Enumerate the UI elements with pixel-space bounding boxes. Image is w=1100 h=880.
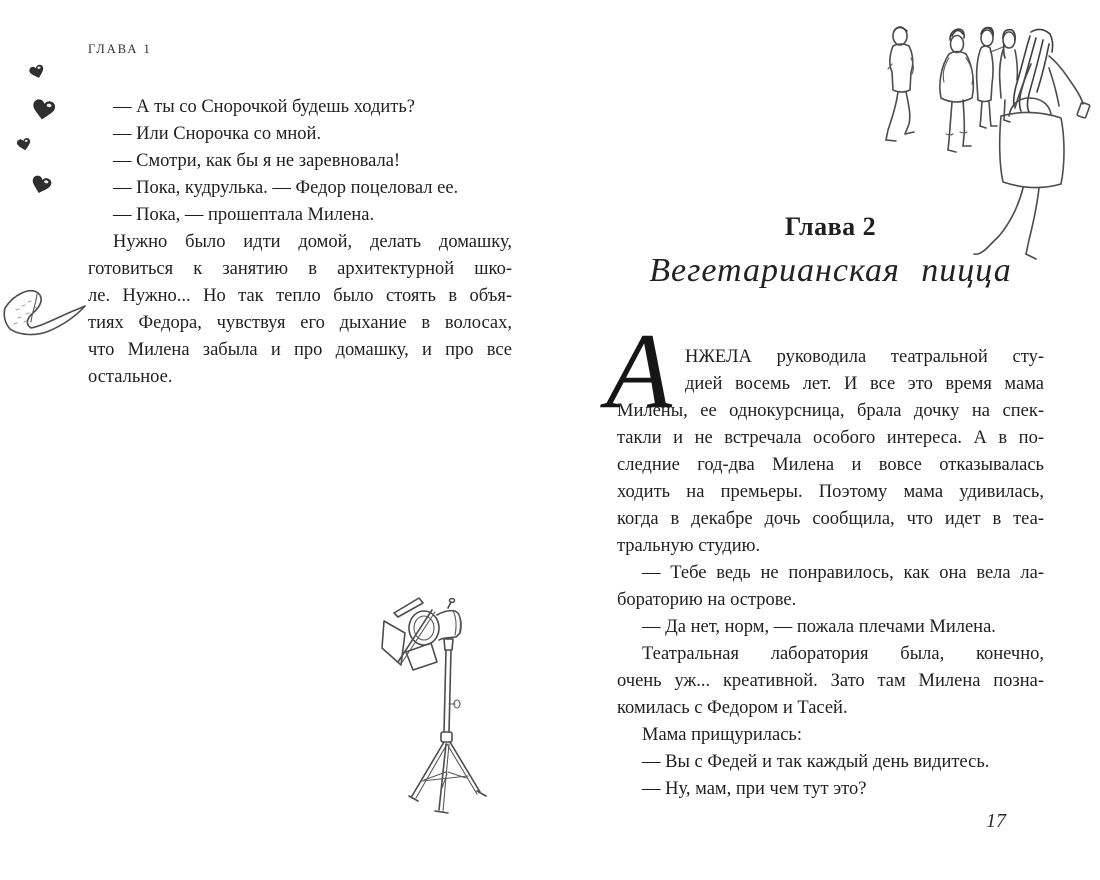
drop-cap: А [606, 312, 672, 431]
left-page-text [88, 94, 512, 391]
paragraph [88, 175, 512, 202]
text-line: — Пока, — прошептала Милена. [113, 205, 375, 225]
paragraph [88, 94, 512, 121]
paragraph [88, 202, 512, 229]
text-line: Театральная лаборатория была, конечно, [642, 644, 1044, 664]
text-line: — Да нет, норм, — пожала плечами Милена. [642, 617, 996, 637]
paragraph [617, 776, 1044, 803]
text-line: НЖЕЛА руководила театральной сту- [685, 347, 1044, 367]
paragraph [88, 148, 512, 175]
studio-spotlight-sketch [360, 582, 545, 844]
paragraph [88, 229, 512, 391]
text-line: тральную студию. [617, 536, 761, 556]
text-line: дией восемь лет. И все это время мама [685, 374, 1044, 394]
text-line: что Милена забыла и про домашку, и про все [88, 340, 512, 360]
right-page-text [617, 344, 1044, 803]
running-header: ГЛАВА 1 [88, 42, 152, 56]
text-line: такли и не встречала особого интереса. А в по- [617, 428, 1044, 448]
paragraph [617, 344, 1044, 560]
text-line: — Тебе ведь не понравилось, как она вела ла- [642, 563, 1044, 583]
paragraph [617, 614, 1044, 641]
text-line: бораторию на острове. [617, 590, 797, 610]
hearts-doodle [14, 62, 78, 212]
text-line: очень уж... креативной. Зато там Милена позна- [617, 671, 1044, 691]
text-line: остальное. [88, 367, 173, 387]
text-line: готовиться к занятию в архитектурной шко- [88, 259, 512, 279]
paper-note-sketch [0, 272, 92, 342]
text-line: когда в декабре дочь сообщила, что идет в теа- [617, 509, 1044, 529]
text-line: Нужно было идти домой, делать домашку, [113, 232, 512, 252]
paragraph [88, 121, 512, 148]
text-line: — Смотри, как бы я не заревновала! [113, 151, 401, 171]
text-line: — Пока, кудрулька. — Федор поцеловал ее. [113, 178, 459, 198]
text-line: — Ну, мам, при чем тут это? [642, 779, 867, 799]
paragraph [617, 749, 1044, 776]
paragraph [617, 641, 1044, 722]
text-line: ле. Нужно... Но так тепло было стоять в объя- [88, 286, 512, 306]
text-line: тиях Федора, чувствуя его дыхание в волосах, [88, 313, 512, 333]
text-line: комилась с Федором и Тасей. [617, 698, 848, 718]
text-line: следние год-два Милена и вовсе отказывалась [617, 455, 1044, 475]
text-line: — А ты со Снорочкой будешь ходить? [113, 97, 416, 117]
chapter-title: Вегетарианская пицца [649, 252, 1012, 289]
text-line: Милены, ее однокурсница, брала дочку на спек- [617, 401, 1044, 421]
chapter-heading: Глава 2 [784, 212, 877, 241]
text-line: ходить на премьеры. Поэтому мама удивилась, [617, 482, 1044, 502]
page-number: 17 [986, 810, 1006, 832]
paragraph [617, 560, 1044, 614]
text-line: Мама прищурилась: [642, 725, 803, 745]
text-line: — Или Снорочка со мной. [113, 124, 322, 144]
paragraph [617, 722, 1044, 749]
text-line: — Вы с Федей и так каждый день видитесь. [642, 752, 990, 772]
